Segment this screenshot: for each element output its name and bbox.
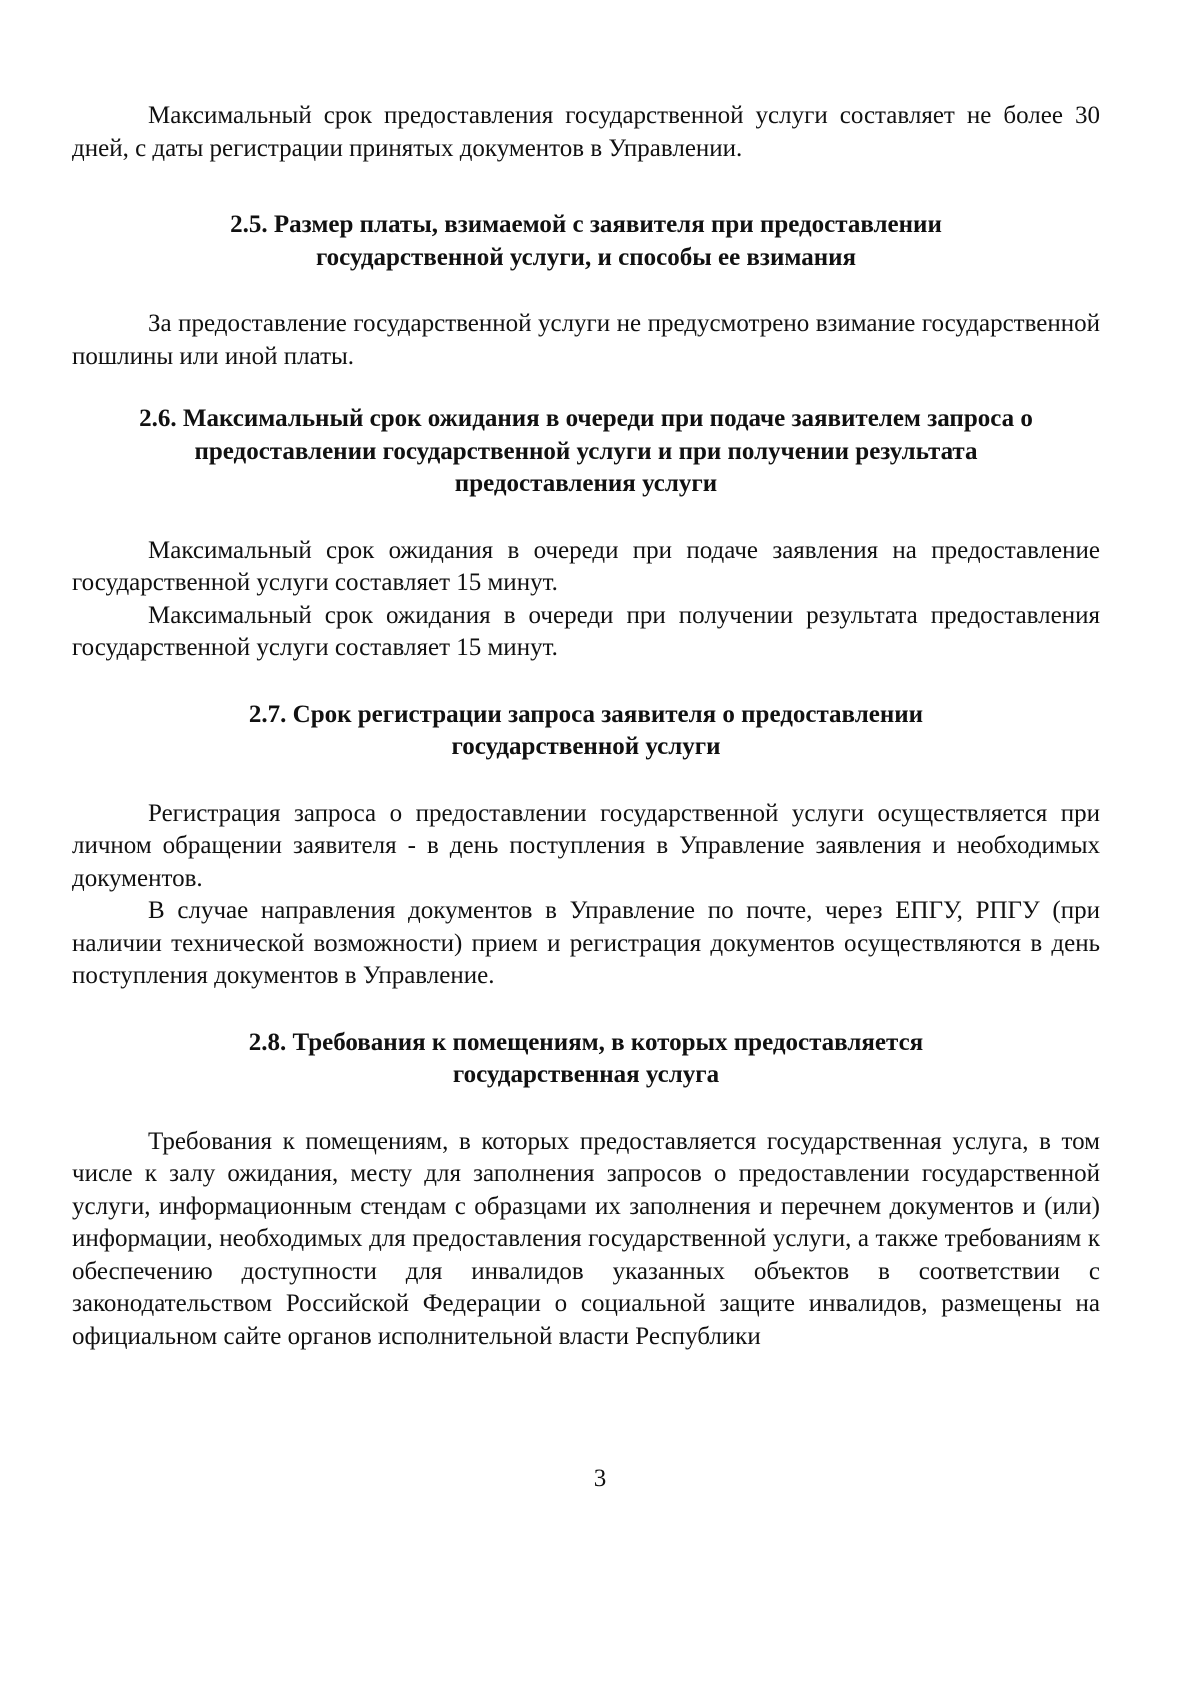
section-title-line: 2.8. Требования к помещениям, в которых предоставляется	[248, 1028, 924, 1056]
section-2-6-paragraph: Максимальный срок ожидания в очереди при получении результата предоставления государственной услуги составляет 15 минут.	[72, 601, 1100, 661]
section-title-line: государственная услуга	[452, 1061, 720, 1088]
section-2-6-paragraph: Максимальный срок ожидания в очереди при подаче заявления на предоставление государственной услуги составляет 15 минут.	[72, 536, 1100, 596]
section-title-line: государственной услуги, и способы ее взимания	[315, 243, 857, 271]
page-number: 3	[593, 1465, 607, 1492]
section-2-7-paragraph: Регистрация запроса о предоставлении государственной услуги осуществляется при личном обращении заявителя - в день поступления в Управление заявления и необходимых документов.	[72, 799, 1100, 892]
section-2-7-paragraph: В случае направления документов в Управление по почте, через ЕПГУ, РПГУ (при наличии технической возможности) прием и регистрация документов осуществляются в день поступления документов в Управление.	[72, 897, 1100, 989]
section-title-line: 2.5. Размер платы, взимаемой с заявителя при предоставлении	[230, 211, 942, 238]
section-title-line: 2.7. Срок регистрации запроса заявителя о предоставлении	[248, 700, 924, 728]
section-2-5-paragraph: За предоставление государственной услуги не предусмотрено взимание государственной пошлины или иной платы.	[72, 310, 1100, 370]
section-title-line: предоставления услуги	[454, 470, 718, 497]
section-2-7-title	[72, 699, 1100, 764]
section-title-line: 2.6. Максимальный срок ожидания в очереди при подаче заявителем запроса о	[139, 405, 1033, 432]
section-2-8-paragraph: Требования к помещениям, в которых предоставляется государственная услуга, в том числе к залу ожидания, месту для заполнения запросов о предоставлении государственной услуги, информационным стендам с образцами их заполнения и перечнем документов и (или) информации, необходимых для предоставления государственной услуги, а также требованиям к обеспечению доступности для инвалидов указанных объектов в соответствии с законодательством Российской Федерации о социальной защите инвалидов, размещены на официальном сайте органов исполнительной власти Республики	[72, 1127, 1100, 1350]
intro-paragraph: Максимальный срок предоставления государственной услуги составляет не более 30 дней, с даты регистрации принятых документов в Управлении.	[72, 102, 1100, 162]
section-2-6-title	[72, 403, 1100, 501]
section-2-8-title	[72, 1027, 1100, 1092]
document-page	[72, 100, 1100, 1353]
section-title-line: предоставлении государственной услуги и при получении результата	[194, 437, 978, 465]
section-2-5-title	[72, 209, 1100, 274]
section-title-line: государственной услуги	[451, 733, 721, 760]
